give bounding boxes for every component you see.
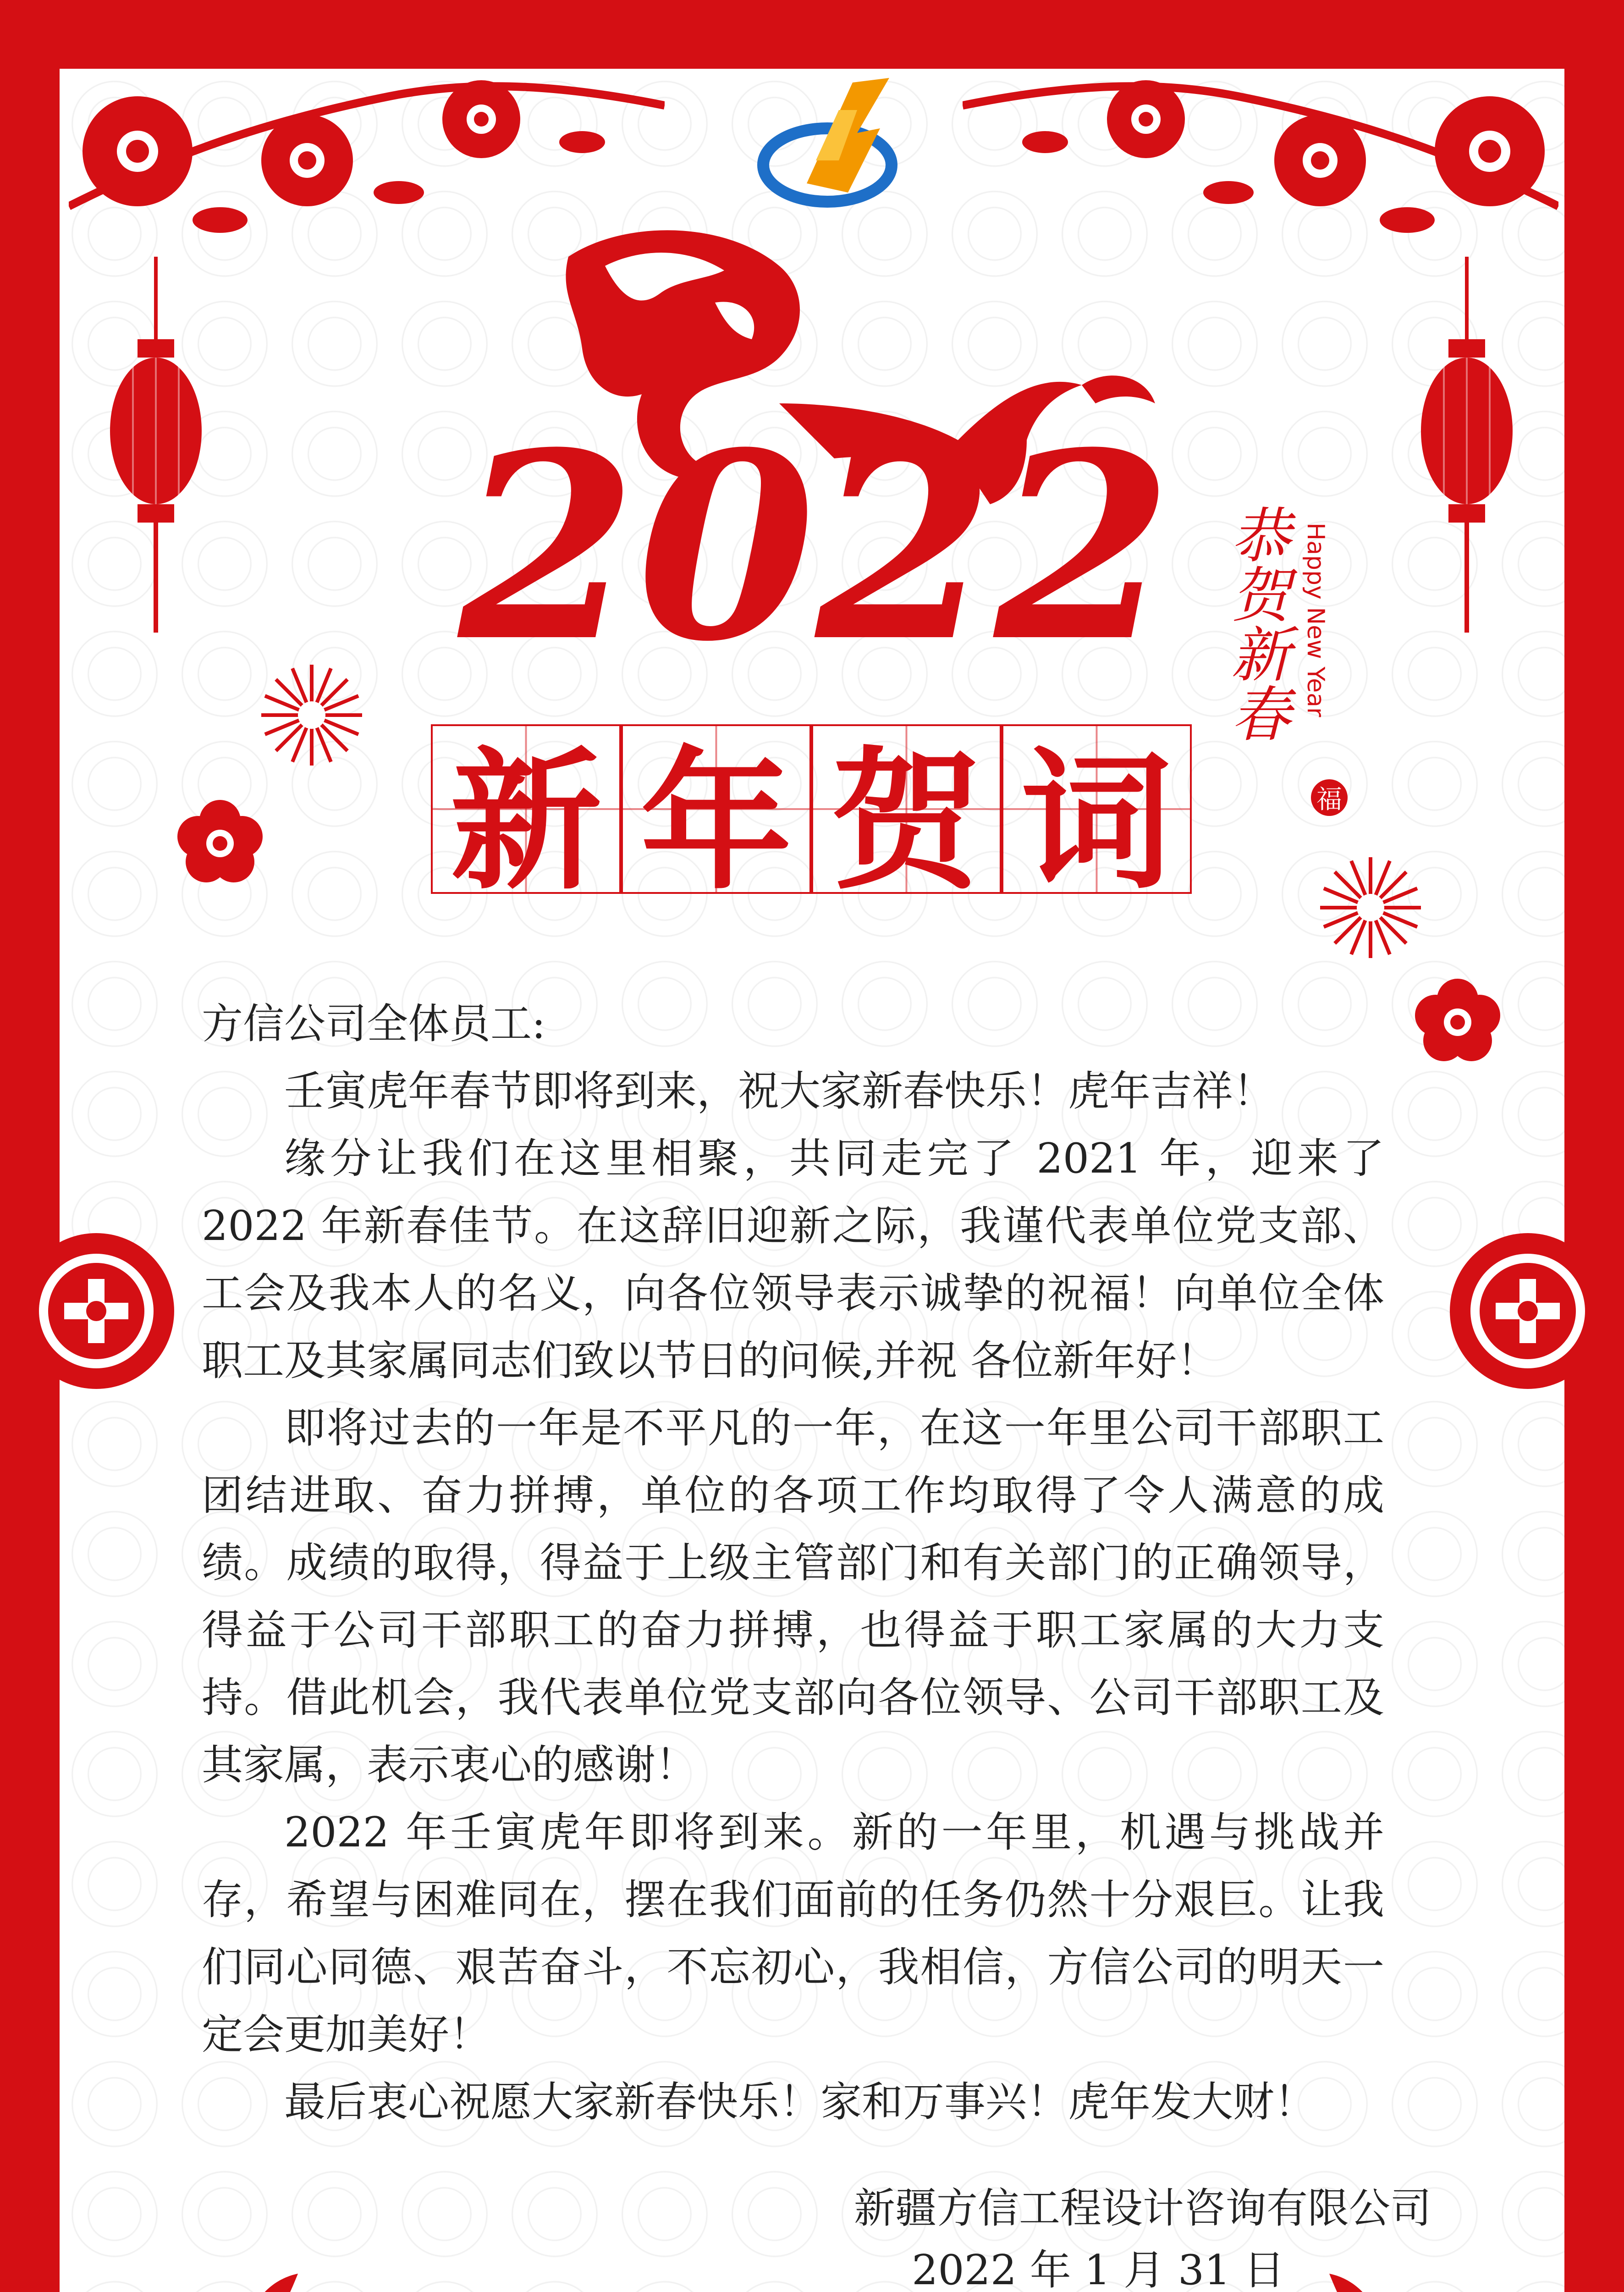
flower-icon xyxy=(174,798,266,889)
title-char-3: 贺 xyxy=(811,724,1002,894)
year-2022-text: 2022 xyxy=(458,397,1173,669)
fu-seal: 福 xyxy=(1311,779,1348,816)
signature-date: 2022 年 1 月 31 日 xyxy=(912,2246,1285,2292)
letter-paragraph: 壬寅虎年春节即将到来，祝大家新春快乐！虎年吉祥！ xyxy=(284,1067,1274,1115)
company-logo-icon xyxy=(752,69,903,220)
lantern-icon xyxy=(1416,257,1517,633)
letter-body xyxy=(202,990,1384,2136)
bird-icon xyxy=(1283,2269,1430,2292)
flower-icon xyxy=(69,69,665,275)
letter-paragraph: 缘分让我们在这里相聚，共同走完了 2021 年，迎来了 2022 年新春佳节。在这辞旧迎新之际，我谨代表单位党支部、工会及我本人的名义，向各位领导表示诚挚的祝福！向单位全体职工及其家属同志们致以节日的问候,并祝 各位新年好！ xyxy=(202,1135,1384,1385)
title-char-1: 新 xyxy=(431,724,621,894)
tiger-2022-art xyxy=(431,211,1210,669)
greeting-english: Happy New Year xyxy=(1302,523,1329,717)
letter-paragraph: 最后衷心祝愿大家新春快乐！家和万事兴！虎年发大财！ xyxy=(284,2078,1316,2126)
firework-icon xyxy=(1316,853,1426,963)
title-box xyxy=(431,724,1192,910)
lantern-icon xyxy=(105,257,206,633)
letter-paragraph: 2022 年壬寅虎年即将到来。新的一年里，机遇与挑战并存，希望与困难同在，摆在我们面前的任务仍然十分艰巨。让我们同心同德、艰苦奋斗，不忘初心，我相信，方信公司的明天一定会更加美好！ xyxy=(202,1808,1384,2059)
greeting-chinese: 恭贺新春 xyxy=(1221,504,1291,743)
letter-salutation: 方信公司全体员工: xyxy=(202,1000,546,1048)
round-ornament-icon xyxy=(14,1229,179,1394)
flower-icon xyxy=(963,69,1558,275)
title-char-4: 词 xyxy=(1002,724,1192,894)
firework-icon xyxy=(257,660,367,770)
greeting-badge xyxy=(1219,504,1371,825)
flower-icon xyxy=(1412,976,1503,1068)
round-ornament-icon xyxy=(1445,1229,1610,1394)
title-char-2: 年 xyxy=(621,724,811,894)
letter-paragraph: 即将过去的一年是不平凡的一年，在这一年里公司干部职工团结进取、奋力拼搏，单位的各项工作均取得了令人满意的成绩。成绩的取得，得益于上级主管部门和有关部门的正确领导，得益于公司干部职工的奋力拼搏，也得益于职工家属的大力支持。借此机会，我代表单位党支部向各位领导、公司干部职工及其家属，表示衷心的感谢！ xyxy=(202,1404,1384,1789)
bird-icon xyxy=(197,2269,344,2292)
signature-company: 新疆方信工程设计咨询有限公司 xyxy=(854,2184,1431,2232)
